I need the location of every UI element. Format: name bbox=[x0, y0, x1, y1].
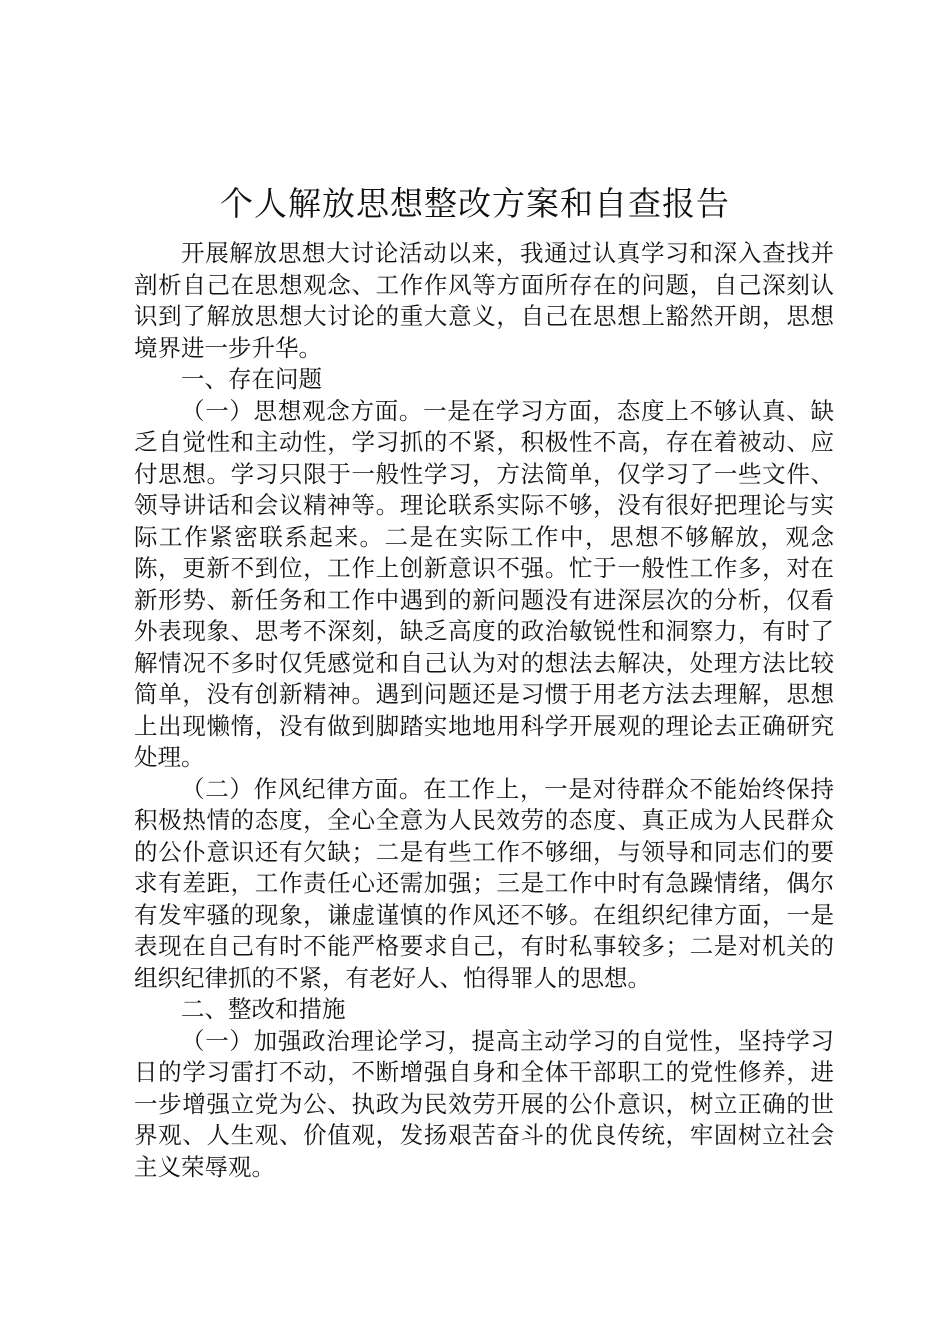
problems-thinking-paragraph: （一）思想观念方面。一是在学习方面，态度上不够认真、缺乏自觉性和主动性，学习抓的不紧，积极性不高，存在着被动、应付思想。学习只限于一般性学习，方法简单，仅学习了一些文件、领导讲话和会议精神等。理论联系实际不够，没有很好把理论与实际工作紧密联系起来。二是在实际工作中，思想不够解放，观念陈，更新不到位，工作上创新意识不强。忙于一般性工作多，对在新形势、新任务和工作中遇到的新问题没有进深层次的分析，仅看外表现象、思考不深刻，缺乏高度的政治敏锐性和洞察力，有时了解情况不多时仅凭感觉和自己认为对的想法去解决，处理方法比较简单，没有创新精神。遇到问题还是习惯于用老方法去理解，思想上出现懒惰，没有做到脚踏实地地用科学开展观的理论去正确研究处理。 bbox=[134, 396, 834, 771]
document-title: 个人解放思想整改方案和自查报告 bbox=[220, 184, 730, 223]
measures-study-paragraph: （一）加强政治理论学习，提高主动学习的自觉性，坚持学习日的学习雷打不动，不断增强自身和全体干部职工的党性修养，进一步增强立党为公、执政为民效劳开展的公仆意识，树立正确的世界观、人生观、价值观，发扬艰苦奋斗的优良传统，牢固树立社会主义荣辱观。 bbox=[134, 1026, 834, 1181]
intro-paragraph: 开展解放思想大讨论活动以来，我通过认真学习和深入查找并剖析自己在思想观念、工作作风等方面所存在的问题，自己深刻认识到了解放思想大讨论的重大意义，自己在思想上豁然开朗，思想境界进一步升华。 bbox=[134, 239, 834, 362]
section-heading-problems: 一、存在问题 bbox=[181, 365, 322, 393]
document-body bbox=[134, 238, 834, 1183]
problems-discipline-paragraph: （二）作风纪律方面。在工作上，一是对待群众不能始终保持积极热情的态度，全心全意为人民效劳的态度、真正成为人民群众的公仆意识还有欠缺；二是有些工作不够细，与领导和同志们的要求有差距，工作责任心还需加强；三是工作中时有急躁情绪，偶尔有发牢骚的现象，谦虚谨慎的作风还不够。在组织纪律方面，一是表现在自己有时不能严格要求自己，有时私事较多；二是对机关的组织纪律抓的不紧，有老好人、怕得罪人的思想。 bbox=[134, 774, 834, 992]
section-heading-measures: 二、整改和措施 bbox=[181, 995, 346, 1023]
